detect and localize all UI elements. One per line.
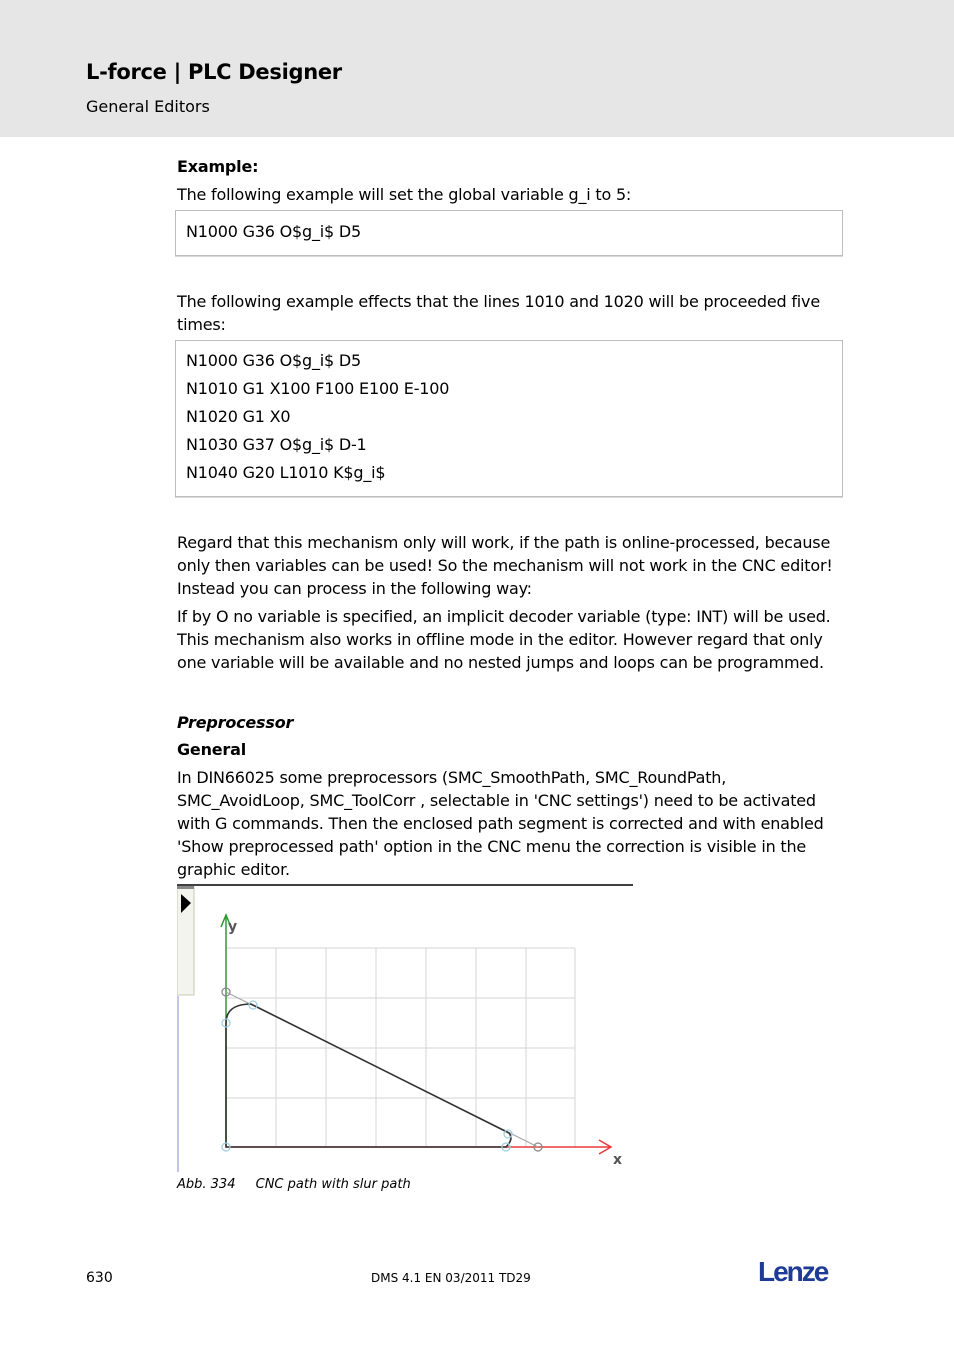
- code-box-1: [175, 210, 843, 256]
- paragraph-if-by-o: If by O no variable is specified, an implicit decoder variable (type: INT) will be used. This mechanism also works in offline mode in the editor. However regard that only one variable will be available and no nested jumps and loops can be programmed.: [177, 607, 831, 672]
- lenze-logo: Lenze: [758, 1256, 828, 1287]
- doc-reference: DMS 4.1 EN 03/2011 TD29: [371, 1271, 531, 1285]
- chapter-title: General Editors: [86, 97, 210, 116]
- page-number: 630: [86, 1270, 113, 1286]
- code-box-2: [175, 340, 843, 497]
- y-axis-label: y: [228, 919, 238, 935]
- figure-caption: [177, 1177, 411, 1192]
- code-line: N1030 G37 O$g_i$ D-1: [186, 435, 367, 454]
- paragraph-regard: Regard that this mechanism only will work, if the path is online-processed, because only then variables can be used! So the mechanism will not work in the CNC editor! Instead you can process in the following way:: [177, 533, 833, 598]
- x-axis-label: x: [613, 1152, 623, 1168]
- paragraph-din: In DIN66025 some preprocessors (SMC_SmoothPath, SMC_RoundPath, SMC_AvoidLoop, SMC_ToolCorr , selectable in 'CNC settings') need to be activated with G commands. Then the enclosed path segment is corrected and with enabled 'Show preprocessed path' option in the CNC menu the correction is visible in the graphic editor.: [177, 768, 824, 879]
- grid: [226, 948, 575, 1147]
- section-title: Preprocessor: [177, 713, 294, 732]
- example-heading: Example:: [177, 157, 259, 176]
- toolbar-grip: [177, 886, 194, 889]
- code-line: N1040 G20 L1010 K$g_i$: [186, 463, 386, 482]
- loop-intro: The following example effects that the lines 1010 and 1020 will be proceeded five times:: [177, 292, 820, 334]
- cnc-path-figure: [177, 884, 633, 1174]
- page-header: [0, 0, 954, 137]
- code-line: N1020 G1 X0: [186, 407, 291, 426]
- code-line: N1000 G36 O$g_i$ D5: [186, 222, 361, 241]
- caption-number: Abb. 334: [177, 1177, 236, 1192]
- subsection-title: General: [177, 740, 246, 759]
- example-intro: The following example will set the global variable g_i to 5:: [177, 185, 632, 204]
- code-line: N1000 G36 O$g_i$ D5: [186, 351, 361, 370]
- caption-text: CNC path with slur path: [255, 1177, 411, 1192]
- cnc-editor-graphic: [177, 884, 633, 1174]
- doc-title: L-force | PLC Designer: [86, 60, 342, 84]
- code-line: N1010 G1 X100 F100 E100 E-100: [186, 379, 450, 398]
- preprocessed-path: [226, 1004, 511, 1147]
- path-markers: [222, 1001, 512, 1151]
